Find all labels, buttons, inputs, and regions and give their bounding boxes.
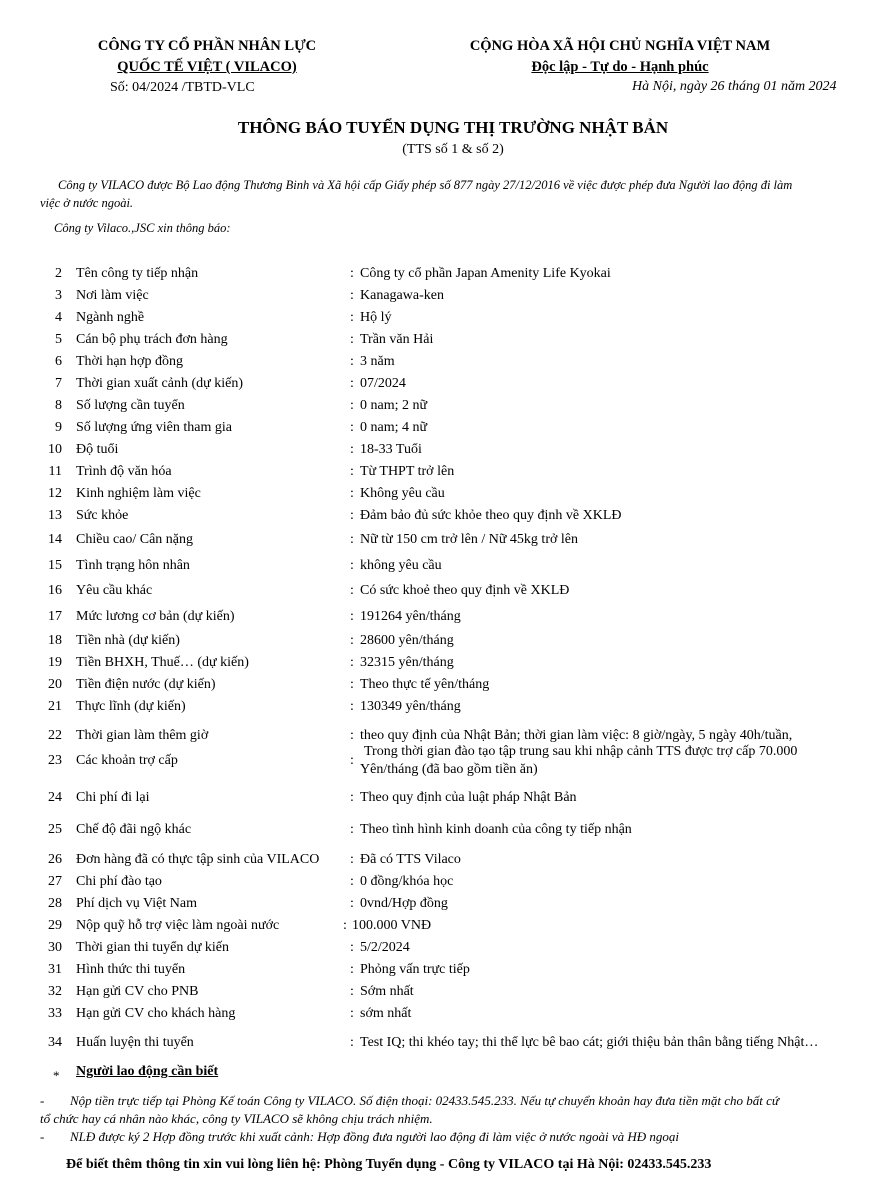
table-row bbox=[0, 508, 885, 528]
row-label: Mức lương cơ bản (dự kiến) bbox=[76, 609, 235, 624]
table-row bbox=[0, 288, 885, 308]
row-colon: : bbox=[350, 822, 354, 837]
company-name-line1: CÔNG TY CỔ PHẦN NHÂN LỰC bbox=[97, 38, 317, 54]
row-colon: : bbox=[350, 420, 354, 435]
table-row bbox=[0, 790, 885, 810]
row-number: 11 bbox=[48, 464, 62, 479]
row-label: Chi phí đi lại bbox=[76, 790, 150, 805]
row-value: Test IQ; thi khéo tay; thi thể lực bê bao cát; giới thiệu bản thân bằng tiếng Nhật… bbox=[360, 1035, 819, 1050]
note1-line1: Nộp tiền trực tiếp tại Phòng Kế toán Công ty VILACO. Số điện thoại: 02433.545.233. Nếu tự chuyển khoản hay đưa tiền mặt cho bất cứ bbox=[70, 1093, 779, 1108]
table-row bbox=[0, 1035, 885, 1055]
note2-text: NLĐ được ký 2 Hợp đồng trước khi xuất cảnh: Hợp đồng đưa người lao động đi làm việc ở nước ngoài và HĐ ngoại bbox=[70, 1129, 679, 1144]
table-row bbox=[0, 984, 885, 1004]
row-label: Hạn gửi CV cho khách hàng bbox=[76, 1006, 236, 1021]
document-number: Số: 04/2024 /TBTD-VLC bbox=[110, 80, 255, 95]
table-row bbox=[0, 583, 885, 603]
intro-line1: Công ty VILACO được Bộ Lao động Thương Binh và Xã hội cấp Giấy phép số 877 ngày 27/12/2016 về việc được phép đưa Người lao động đi làm bbox=[58, 178, 793, 192]
row-value: Đảm bảo đủ sức khỏe theo quy định về XKLĐ bbox=[360, 508, 622, 523]
note1-dash: - bbox=[40, 1093, 45, 1108]
row-value: Công ty cổ phần Japan Amenity Life Kyokai bbox=[360, 266, 611, 281]
table-row bbox=[0, 464, 885, 484]
row-colon: : bbox=[350, 790, 354, 805]
table-row bbox=[0, 940, 885, 960]
table-row bbox=[0, 532, 885, 552]
row-colon: : bbox=[350, 332, 354, 347]
row-number: 7 bbox=[55, 376, 62, 391]
row-colon: : bbox=[350, 288, 354, 303]
row-number: 30 bbox=[48, 940, 62, 955]
table-row bbox=[0, 633, 885, 653]
row-colon: : bbox=[350, 728, 354, 743]
row-number: 28 bbox=[48, 896, 62, 911]
row-colon: : bbox=[350, 984, 354, 999]
table-row bbox=[0, 442, 885, 462]
row-value: sớm nhất bbox=[360, 1006, 412, 1021]
row-value: 3 năm bbox=[360, 354, 395, 369]
row-colon: : bbox=[350, 699, 354, 714]
table-row bbox=[0, 874, 885, 894]
row-number: 15 bbox=[48, 558, 62, 573]
row-value: Đã có TTS Vilaco bbox=[360, 852, 461, 867]
row-colon: : bbox=[350, 398, 354, 413]
company-name-line2: QUỐC TẾ VIỆT ( VILACO) bbox=[117, 59, 297, 75]
row-number: 17 bbox=[48, 609, 62, 624]
row-number: 24 bbox=[48, 790, 62, 805]
table-row bbox=[0, 558, 885, 578]
row-value: Từ THPT trở lên bbox=[360, 464, 455, 479]
row-label: Trình độ văn hóa bbox=[76, 464, 172, 479]
intro-line2: việc ở nước ngoài. bbox=[40, 196, 134, 210]
row-value: 191264 yên/tháng bbox=[360, 609, 461, 624]
row-label: Thực lĩnh (dự kiến) bbox=[76, 699, 186, 714]
row-value: Hộ lý bbox=[360, 310, 392, 325]
row-number: 27 bbox=[48, 874, 62, 889]
row-value: 100.000 VNĐ bbox=[352, 918, 432, 933]
row-number: 34 bbox=[48, 1035, 62, 1050]
row-number: 20 bbox=[48, 677, 62, 692]
row-colon: : bbox=[350, 266, 354, 281]
table-row bbox=[0, 677, 885, 697]
row-value: Theo quy định của luật pháp Nhật Bản bbox=[360, 790, 577, 805]
row-colon: : bbox=[350, 464, 354, 479]
note2-dash: - bbox=[40, 1129, 45, 1144]
row-value: Sớm nhất bbox=[360, 984, 414, 999]
table-row bbox=[0, 699, 885, 719]
row-label: Độ tuổi bbox=[76, 442, 119, 457]
row-label: Số lượng cần tuyển bbox=[76, 398, 185, 413]
row-colon: : bbox=[350, 486, 354, 501]
row-label: Cán bộ phụ trách đơn hàng bbox=[76, 332, 228, 347]
issue-date: Hà Nội, ngày 26 tháng 01 năm 2024 bbox=[632, 79, 837, 94]
table-row bbox=[0, 266, 885, 286]
table-row bbox=[0, 486, 885, 506]
row-value: Không yêu cầu bbox=[360, 486, 445, 501]
row-number: 12 bbox=[48, 486, 62, 501]
row-label: Nộp quỹ hỗ trợ việc làm ngoài nước bbox=[76, 918, 280, 933]
row-label: Hình thức thi tuyển bbox=[76, 962, 186, 977]
row-number: 8 bbox=[55, 398, 62, 413]
row-colon: : bbox=[343, 918, 347, 933]
row-number: 5 bbox=[55, 332, 62, 347]
page-subtitle: (TTS số 1 & số 2) bbox=[402, 142, 504, 157]
row-number: 18 bbox=[48, 633, 62, 648]
row-label: Nơi làm việc bbox=[76, 288, 149, 303]
row-number: 25 bbox=[48, 822, 62, 837]
row-number: 14 bbox=[48, 532, 62, 547]
row-colon: : bbox=[350, 940, 354, 955]
row-value: 32315 yên/tháng bbox=[360, 655, 454, 670]
row-colon: : bbox=[350, 852, 354, 867]
row-label: Tiền điện nước (dự kiến) bbox=[76, 677, 216, 692]
row-colon: : bbox=[350, 896, 354, 911]
row-label: Thời gian xuất cảnh (dự kiến) bbox=[76, 376, 243, 391]
row-value: 0 đồng/khóa học bbox=[360, 874, 454, 889]
row-colon: : bbox=[350, 1006, 354, 1021]
row-colon: : bbox=[350, 508, 354, 523]
row-value: không yêu cầu bbox=[360, 558, 442, 573]
table-row bbox=[0, 918, 885, 938]
row-number: 29 bbox=[48, 918, 62, 933]
row-label: Chi phí đào tạo bbox=[76, 874, 162, 889]
table-row bbox=[0, 398, 885, 418]
row-number: 10 bbox=[48, 442, 62, 457]
row-number: 2 bbox=[55, 266, 62, 281]
row-value: 5/2/2024 bbox=[360, 940, 410, 955]
row-label: Thời gian làm thêm giờ bbox=[76, 728, 209, 743]
row-label: Ngành nghề bbox=[76, 310, 145, 325]
row-value: Theo thực tế yên/tháng bbox=[360, 677, 490, 692]
row-label: Thời gian thi tuyển dự kiến bbox=[76, 940, 230, 955]
row-number: 26 bbox=[48, 852, 62, 867]
row-colon: : bbox=[350, 1035, 354, 1050]
row-value: theo quy định của Nhật Bản; thời gian làm việc: 8 giờ/ngày, 5 ngày 40h/tuần, bbox=[360, 728, 793, 743]
row-colon: : bbox=[350, 376, 354, 391]
row-label: Tiền nhà (dự kiến) bbox=[76, 633, 180, 648]
republic-title: CỘNG HÒA XÃ HỘI CHỦ NGHĨA VIỆT NAM bbox=[469, 38, 771, 54]
row-label: Yêu cầu khác bbox=[76, 583, 153, 598]
row-label: Kinh nghiệm làm việc bbox=[76, 486, 201, 501]
row-label: Phí dịch vụ Việt Nam bbox=[76, 896, 198, 911]
national-motto: Độc lập - Tự do - Hạnh phúc bbox=[531, 59, 709, 75]
row-colon: : bbox=[350, 354, 354, 369]
row-number: 33 bbox=[48, 1006, 62, 1021]
row-label: Hạn gửi CV cho PNB bbox=[76, 984, 199, 999]
row-value: Theo tình hình kinh doanh của công ty tiếp nhận bbox=[360, 822, 632, 837]
row-value: 130349 yên/tháng bbox=[360, 699, 461, 714]
table-row bbox=[0, 822, 885, 842]
row-label: Đơn hàng đã có thực tập sinh của VILACO bbox=[76, 852, 320, 867]
row-label: Số lượng ứng viên tham gia bbox=[76, 420, 232, 435]
row-label: Thời hạn hợp đồng bbox=[76, 354, 183, 369]
page-title: THÔNG BÁO TUYỂN DỤNG THỊ TRƯỜNG NHẬT BẢN bbox=[237, 118, 669, 137]
row-number: 31 bbox=[48, 962, 62, 977]
row-colon: : bbox=[350, 655, 354, 670]
row-value: Trần văn Hải bbox=[360, 332, 434, 347]
row-number: 16 bbox=[48, 583, 62, 598]
row-value-line2: Yên/tháng (đã bao gồm tiền ăn) bbox=[360, 762, 538, 777]
row-value: 0 nam; 4 nữ bbox=[360, 420, 428, 435]
row-value: Kanagawa-ken bbox=[360, 288, 444, 303]
row-colon: : bbox=[350, 753, 354, 768]
table-row bbox=[0, 420, 885, 440]
table-row bbox=[0, 609, 885, 629]
table-row bbox=[0, 332, 885, 352]
row-label: Tiền BHXH, Thuế… (dự kiến) bbox=[76, 655, 249, 670]
row-value: Phỏng vấn trực tiếp bbox=[360, 962, 470, 977]
table-row bbox=[0, 310, 885, 330]
row-value: 07/2024 bbox=[360, 376, 406, 391]
row-number: 6 bbox=[55, 354, 62, 369]
row-value: 18-33 Tuổi bbox=[360, 442, 422, 457]
row-label: Tình trạng hôn nhân bbox=[76, 558, 190, 573]
row-colon: : bbox=[350, 874, 354, 889]
row-colon: : bbox=[350, 442, 354, 457]
row-colon: : bbox=[350, 609, 354, 624]
row-colon: : bbox=[350, 310, 354, 325]
notes-heading: Người lao động cần biết bbox=[76, 1064, 219, 1079]
table-row bbox=[0, 655, 885, 675]
contact-footer: Để biết thêm thông tin xin vui lòng liên hệ: Phòng Tuyển dụng - Công ty VILACO tại Hà Nội: 02433.545.233 bbox=[66, 1157, 712, 1172]
row-value: 0 nam; 2 nữ bbox=[360, 398, 428, 413]
table-row bbox=[0, 896, 885, 916]
table-row bbox=[0, 1006, 885, 1026]
row-number: 23 bbox=[48, 753, 62, 768]
note1-line2: tổ chức hay cá nhân nào khác, công ty VILACO sẽ không chịu trách nhiệm. bbox=[40, 1111, 433, 1126]
row-number: 9 bbox=[55, 420, 62, 435]
row-value: 0vnd/Hợp đồng bbox=[360, 896, 448, 911]
table-row bbox=[0, 744, 885, 777]
row-colon: : bbox=[350, 558, 354, 573]
intro-line3: Công ty Vilaco.,JSC xin thông báo: bbox=[54, 221, 231, 235]
row-number: 3 bbox=[55, 288, 62, 303]
table-row bbox=[0, 376, 885, 396]
table-row bbox=[0, 852, 885, 872]
row-colon: : bbox=[350, 962, 354, 977]
row-value: Có sức khoẻ theo quy định về XKLĐ bbox=[360, 583, 570, 598]
row-number: 13 bbox=[48, 508, 62, 523]
row-value: Nữ từ 150 cm trở lên / Nữ 45kg trở lên bbox=[360, 532, 578, 547]
row-label: Chế độ đãi ngộ khác bbox=[76, 822, 192, 837]
row-number: 21 bbox=[48, 699, 62, 714]
table-row bbox=[0, 354, 885, 374]
row-colon: : bbox=[350, 532, 354, 547]
row-colon: : bbox=[350, 677, 354, 692]
row-colon: : bbox=[350, 583, 354, 598]
row-label: Sức khỏe bbox=[76, 508, 129, 523]
row-number: 19 bbox=[48, 655, 62, 670]
row-number: 32 bbox=[48, 984, 62, 999]
row-label: Tên công ty tiếp nhận bbox=[76, 266, 199, 281]
row-label: Chiều cao/ Cân nặng bbox=[76, 532, 194, 547]
row-colon: : bbox=[350, 633, 354, 648]
row-number: 22 bbox=[48, 728, 62, 743]
row-label: Các khoản trợ cấp bbox=[76, 753, 178, 768]
row-value: Trong thời gian đào tạo tập trung sau khi nhập cảnh TTS được trợ cấp 70.000 bbox=[364, 744, 798, 759]
row-label: Huấn luyện thi tuyển bbox=[76, 1035, 194, 1050]
row-number: 4 bbox=[55, 310, 62, 325]
row-value: 28600 yên/tháng bbox=[360, 633, 454, 648]
table-row bbox=[0, 962, 885, 982]
bullet-star: * bbox=[53, 1068, 60, 1083]
